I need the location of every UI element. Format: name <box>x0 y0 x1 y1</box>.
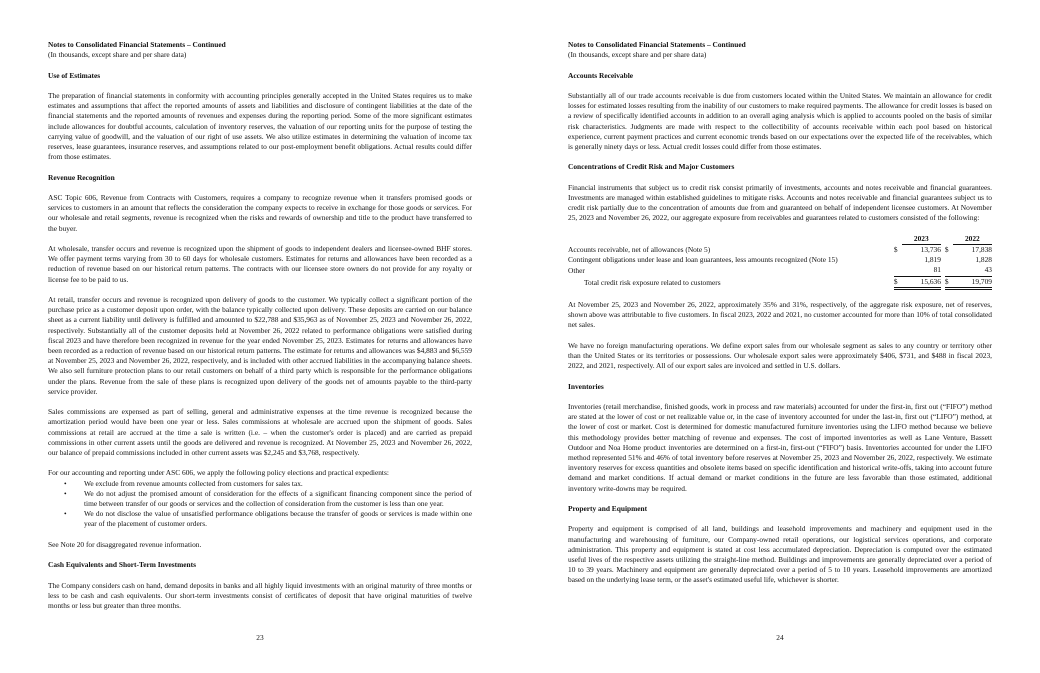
cash-equivalents-paragraph: The Company considers cash on hand, demand deposits in banks and all highly liquid investments with an original maturity of three months or less to be cash and cash equivalents. Our short-term investments consist of certificates of deposit that have original maturities of twelve months or less but greater than three months. <box>48 580 472 610</box>
notes-header: Notes to Consolidated Financial Statements – Continued <box>48 40 226 49</box>
bullet-item <box>48 479 472 489</box>
row-label: Contingent obligations under lease and loan guarantees, less amounts recognized (Note 15) <box>568 255 838 265</box>
currency-symbol: $ <box>894 276 902 288</box>
total-2022: 19,709 <box>953 276 992 288</box>
page-number: 23 <box>256 633 264 642</box>
total-label: Total credit risk exposure related to customers <box>584 278 721 288</box>
year-2022-header: 2022 <box>953 234 992 245</box>
table-row <box>568 255 992 265</box>
property-equipment-heading: Property and Equipment <box>568 503 648 513</box>
credit-exposure-table <box>568 234 992 290</box>
revenue-paragraph-5: For our accounting and reporting under ASC 606, we apply the following policy elections and practical expedients: <box>48 468 389 478</box>
revenue-paragraph-3: At retail, transfer occurs and revenue is recognized upon delivery of goods to the customer. We typically collect a significant portion of the purchase price as a customer deposit upon order, with the balance typically collected upon delivery. These deposits are carried on our balance sheet as a current liability until delivery is fulfilled and amounted to $22,788 and $35,963 as of November 25, 2023 and November 26, 2022, respectively. Substantially all of the customer deposits held at November 26, 2022 related to performance obligations were satisfied during fiscal 2023 and have therefore been recognized in revenue for the year ended November 25, 2023. Estimates for returns and allowances have been recorded as a reduction of revenue based on our historical return patterns. The estimate for returns and allowances was $4,883 and $6,559 at November 25, 2023 and November 26, 2022, respectively, and is included with other accrued liabilities in the accompanying balance sheets. We also sell furniture protection plans to our retail customers on behalf of a third party which is responsible for the performance obligations under the plans. Revenue from the sale of these plans is recognized upon delivery of the goods net of amounts payable to the third-party service provider. <box>48 294 472 396</box>
credit-risk-paragraph-1: Financial instruments that subject us to credit risk consist primarily of investments, accounts and notes receivable and financial guarantees. Investments are managed within established guidelines to mitigate risks. Accounts and notes receivable and financial guarantees subject us to credit risk partially due to the concentration of amounts due from and guaranteed on behalf of independent licensee customers. At November 25, 2023 and November 26, 2022, our aggregate exposure from receivables and guarantees related to customers consisted of the following: <box>568 182 992 223</box>
credit-risk-paragraph-3: We have no foreign manufacturing operations. We define export sales from our wholesale segment as sales to any country or territory other than the United States or its territories or possessions. Our wholesale export sales were approximately $406, $731, and $488 in fiscal 2023, 2022, and 2021, respectively. All of our export sales are invoiced and settled in U.S. dollars. <box>568 340 992 371</box>
notes-subheader: (In thousands, except share and per share data) <box>48 50 187 60</box>
bullet-text: We exclude from revenue amounts collected from customers for sales tax. <box>84 478 303 488</box>
notes-subheader: (In thousands, except share and per share data) <box>568 50 707 60</box>
inventories-paragraph: Inventories (retail merchandise, finished goods, work in process and raw materials) accounted for under the first-in, first out (“FIFO”) method are stated at the lower of cost or net realizable value or, in the case of inventory accounted for under the last-in, first out (“LIFO”) method, at the lower of cost or market. Cost is determined for domestic manufactured furniture inventories using the LIFO method because we believe this methodology provides better matching of revenue and expenses. The cost of imported inventories as well as Lane Venture, Bassett Outdoor and Noa Home product inventories are determined on a first-in, first-out (“FIFO”) basis. Inventories accounted for under the LIFO method represented 51% and 46% of total inventory before reserves at November 25, 2023 and November 26, 2022, respectively. We estimate inventory reserves for excess quantities and obsolete items based on specific identification and historical write-offs, taking into account future demand and market conditions. If actual demand or market conditions in the future are less favorable than those estimated, additional inventory write-downs may be required. <box>568 401 992 493</box>
revenue-paragraph-4: Sales commissions are expensed as part of selling, general and administrative expenses at the time revenue is recognized because the amortization period would have been one year or less. Sales commissions at wholesale are accrued upon the shipment of goods. Sales commissions at retail are accrued at the time a sale is written (i.e. – when the customer's order is placed) and are carried as prepaid commissions in other current assets until the goods are delivered and revenue is recognized. At November 25, 2023 and November 26, 2022, our balance of prepaid commissions included in other current assets was $2,245 and $3,768, respectively. <box>48 407 472 458</box>
total-2023: 15,636 <box>902 276 941 288</box>
note20-reference: See Note 20 for disaggregated revenue information. <box>48 539 202 549</box>
currency-symbol <box>894 265 902 276</box>
currency-symbol: $ <box>893 244 898 254</box>
table-header-row <box>568 234 992 245</box>
value-2023: 1,819 <box>924 255 941 265</box>
accounts-receivable-heading: Accounts Receivable <box>568 70 634 80</box>
bullet-item <box>48 489 472 509</box>
currency-symbol <box>894 255 902 265</box>
row-label: Accounts receivable, net of allowances (Note 5) <box>568 244 711 254</box>
use-of-estimates-paragraph: The preparation of financial statements in conformity with accounting principles generally accepted in the United States requires us to make estimates and assumptions that affect the reported amounts of assets and liabilities and disclosure of contingent liabilities at the date of the financial statements and the reported amounts of revenues and expenses during the reporting period. Some of the more significant estimates include allowances for doubtful accounts, calculation of inventory reserves, the valuation of our reporting units for the purpose of testing the carrying value of goodwill, and the valuation of our right of use assets. We also utilize estimates in determining the valuation of income tax reserves, lease guarantees, insurance reserves, and assumptions related to our post-employment benefit obligations. Actual results could differ from those estimates. <box>48 90 472 162</box>
currency-symbol <box>945 255 953 265</box>
revenue-paragraph-2: At wholesale, transfer occurs and revenue is recognized upon the shipment of goods to independent dealers and licensee-owned BHF stores. We offer payment terms varying from 30 to 60 days for wholesale customers. Estimates for returns and allowances have been recorded as a reduction of revenue based on our historical return patterns. The contracts with our licensee store owners do not provide for any royalty or license fee to be paid to us. <box>48 243 472 284</box>
use-of-estimates-heading: Use of Estimates <box>48 70 101 80</box>
value-2023: 13,736 <box>920 244 941 254</box>
bullet-text: We do not adjust the promised amount of consideration for the effects of a significant financing component since the period of time between transfer of our goods or services and the collection of consideration from the customer is less than one year. <box>84 488 472 509</box>
table-total-row <box>568 276 992 288</box>
cash-equivalents-heading: Cash Equivalents and Short-Term Investments <box>48 560 196 570</box>
right-page <box>520 0 1040 673</box>
bullet-marker: • <box>64 509 67 519</box>
currency-symbol <box>945 265 953 276</box>
table-row <box>568 244 992 255</box>
value-2022: 17,838 <box>971 244 992 254</box>
credit-risk-paragraph-2: At November 25, 2023 and November 26, 2022, approximately 35% and 31%, respectively, of the aggregate risk exposure, net of reserves, shown above was attributable to five customers. In fiscal 2023, 2022 and 2021, no customer accounted for more than 10% of total consolidated net sales. <box>568 299 992 330</box>
value-2022: 43 <box>953 265 992 276</box>
row-label: Other <box>568 265 585 275</box>
revenue-paragraph-1: ASC Topic 606, Revenue from Contracts with Customers, requires a company to recognize revenue when it transfers promised goods or services to customers in an amount that reflects the consideration the company expects to receive in exchange for those goods or services. For our wholesale and retail segments, revenue is recognized when the risks and rewards of ownership and title to the product have transferred to the buyer. <box>48 192 472 233</box>
page-number: 24 <box>776 633 784 642</box>
credit-risk-heading: Concentrations of Credit Risk and Major Customers <box>568 162 735 172</box>
bullet-item <box>48 509 472 529</box>
bullet-marker: • <box>64 478 67 488</box>
value-2022: 1,828 <box>975 255 992 265</box>
currency-symbol: $ <box>944 244 949 254</box>
accounts-receivable-paragraph: Substantially all of our trade accounts receivable is due from customers located within the United States. We maintain an allowance for credit losses for estimated losses resulting from the inability of our customers to make required payments. The allowance for credit losses is based on a review of specifically identified accounts in addition to an overall aging analysis which is applied to accounts pooled on the basis of similar risk characteristics. Judgments are made with respect to the collectibility of accounts receivable within each pool based on historical experience, current payment practices and current economic trends based on our expectations over the expected life of the receivables, which is generally ninety days or less. Actual credit losses could differ from those estimates. <box>568 90 992 151</box>
notes-header: Notes to Consolidated Financial Statements – Continued <box>568 40 746 49</box>
currency-symbol: $ <box>945 276 953 288</box>
table-row <box>568 265 992 276</box>
value-2023: 81 <box>902 265 941 276</box>
bullet-text: We do not disclose the value of unsatisfied performance obligations because the transfer of goods or services is made within one year of the placement of customer orders. <box>84 509 472 529</box>
revenue-recognition-heading: Revenue Recognition <box>48 172 115 182</box>
year-2023-header: 2023 <box>902 234 941 245</box>
inventories-heading: Inventories <box>568 381 604 391</box>
bullet-marker: • <box>64 488 67 498</box>
property-equipment-paragraph: Property and equipment is comprised of all land, buildings and leasehold improvements and machinery and equipment used in the manufacturing and warehousing of furniture, our Company-owned retail operations, our logistical services operations, and corporate administration. This property and equipment is stated at cost less accumulated depreciation. Depreciation is computed over the estimated useful lives of the respective assets utilizing the straight-line method. Buildings and improvements are generally depreciated over a period of 10 to 39 years. Machinery and equipment are generally depreciated over a period of 5 to 10 years. Leasehold improvements are amortized based on the underlying lease term, or the asset's estimated useful life, whichever is shorter. <box>568 524 992 585</box>
